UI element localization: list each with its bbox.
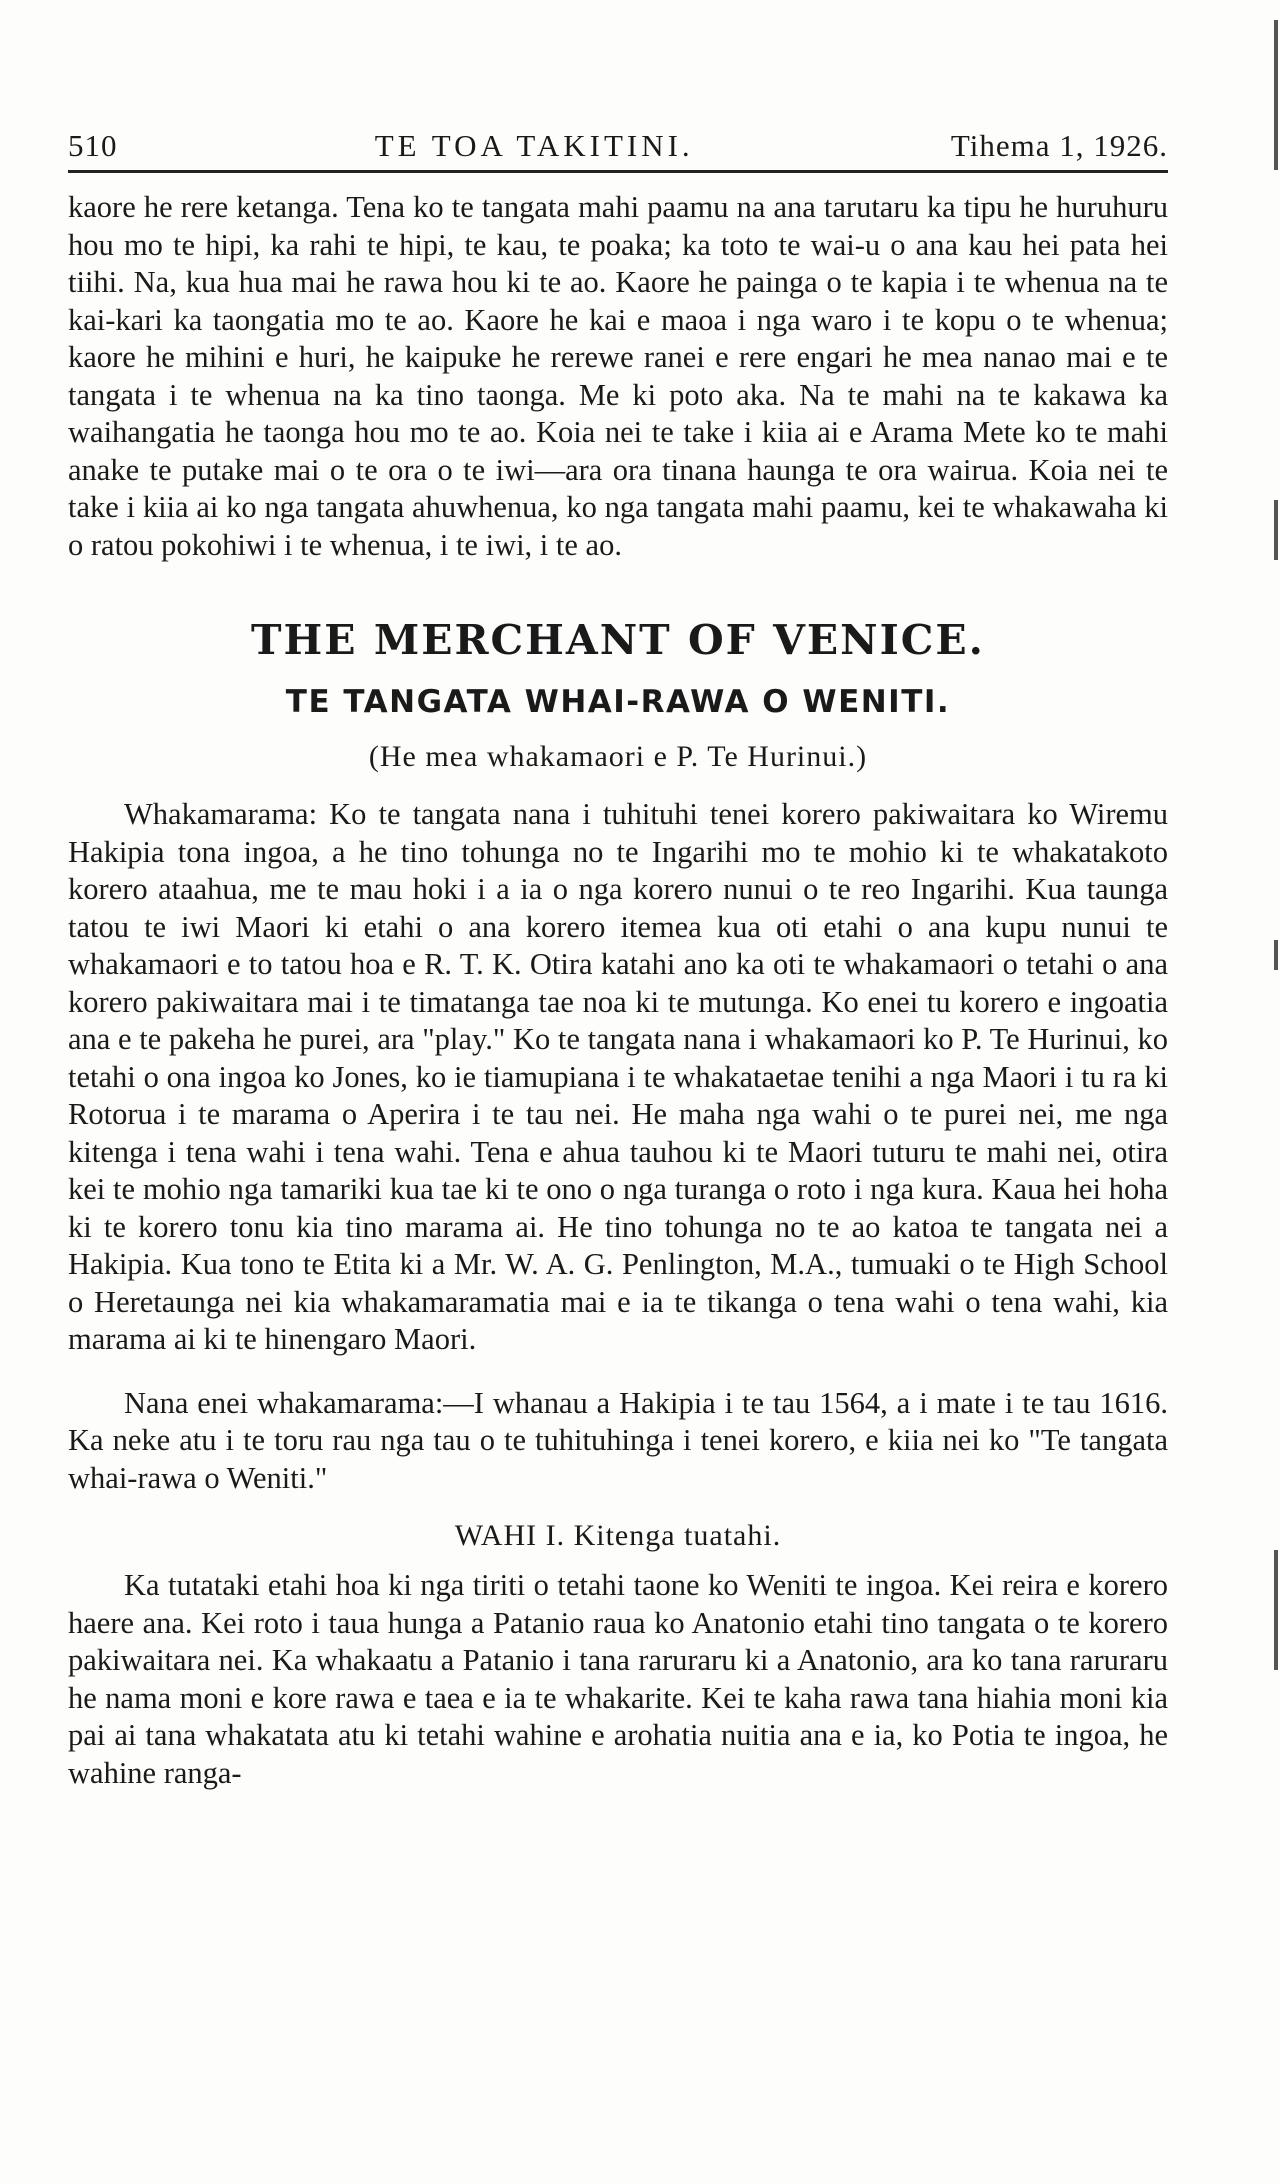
dates-paragraph: Nana enei whakamarama:—I whanau a Hakipia i te tau 1564, a i mate i te tau 1616. Ka neke atu i te toru rau nga tau o te tuhituhinga i tenei korero, e kiia nei ko "Te tangata whai-rawa o Weniti." [68, 1385, 1168, 1495]
scene-heading: WAHI I. Kitenga tuatahi. [454, 1519, 782, 1552]
translator-credit: (He mea whakamaori e P. Te Hurinui.) [368, 740, 868, 773]
journal-title: TE TOA TAKITINI. [374, 128, 694, 163]
explanation-paragraph: Whakamarama: Ko te tangata nana i tuhituhi tenei korero pakiwaitara ko Wiremu Hakipia tona ingoa, a he tino tohunga no te Ingarihi mo te mohio ki te whakatakoto korero ataahua, me te mau hoki i a ia o nga korero nunui o te reo Ingarihi. Kua taunga tatou te iwi Maori ki etahi o ana korero itemea kua oti etahi o ana kupu nunui te whakamaori e to tatou hoa e R. T. K. Otira katahi ano ka oti te whakamaori o tetahi o ana korero pakiwaitara mai i te timatanga tae noa ki te mutunga. Ko enei tu korero e ingoatia ana e te pakeha he purei, ara "play." Ko te tangata nana i whakamaori ko P. Te Hurinui, ko tetahi o ona ingoa ko Jones, ko ie tiamupiana i te whakataetae tenihi a nga Maori i tu ra ki Rotorua i te marama o Aperira i te tau nei. He maha nga wahi o te purei nei, me nga kitenga i tena wahi i tena wahi. Tena e ahua tauhou ki te Maori tuturu te mahi nei, otira kei te mohio nga tamariki kua tae ki te ono o nga turanga o roto i nga kura. Kaua hei hoha ki te korero tonu kia tino marama ai. He tino tohunga no te ao katoa te tangata nei a Hakipia. Kua tono te Etita ki a Mr. W. A. G. Penlington, M.A., tumuaki o te High School o Heretaunga nei kia whakamaramatia mai e ia te tikanga o tena wahi o tena wahi, kia marama ai ki te hinengaro Maori. [68, 797, 1168, 1356]
page-edge-marks [1272, 0, 1280, 2184]
page [68, 128, 1168, 1792]
intro-paragraph: kaore he rere ketanga. Tena ko te tangata mahi paamu na ana tarutaru ka tipu he huruhuru hou mo te hipi, ka rahi te hipi, te kau, te poaka; ka toto te wai-u o ana kau hei pata hei tiihi. Na, kua hua mai he rawa hou ki te ao. Kaore he painga o te kapia i te whenua na te kai-kari ka taongatia mo te ao. Kaore he kai e maoa i nga waro i te kopu o te whenua; kaore he mihini e huri, he kaipuke he rerewe ranei e rere engari he mea nanao mai e te tangata i te whenua na ka tino taonga. Me ki poto aka. Na te mahi na te kakawa ka waihangatia he taonga hou mo te ao. Koia nei te take i kiia ai e Arama Mete ko te mahi anake te putake mai o te ora o te iwi—ara ora tinana haunga te ora wairua. Koia nei te take i kiia ai ko nga tangata ahuwhenua, ko nga tangata mahi paamu, kei te whakawaha ki o ratou pokohiwi i te whenua, i te iwi, i te ao. [68, 190, 1168, 562]
article-subtitle: TE TANGATA WHAI-RAWA O WENITI. [285, 684, 951, 720]
article-title: THE MERCHANT OF VENICE. [251, 616, 985, 664]
scene-paragraph: Ka tutataki etahi hoa ki nga tiriti o tetahi taone ko Weniti te ingoa. Kei reira e korero haere ana. Kei roto i taua hunga a Patanio raua ko Anatonio etahi tino tangata o te korero pakiwaitara nei. Ka whakaatu a Patanio i tana raruraru ki a Anatonio, ara ko tana raruraru he nama moni e kore rawa e taea e ia te whakarite. Kei te kaha rawa tana hiahia moni kia pai ai tana whakatata atu ki tetahi wahine e arohatia nuitia ana e ia, ko Potia te ingoa, he wahine ranga- [68, 1568, 1168, 1790]
page-number: 510 [68, 128, 118, 163]
running-head [68, 128, 1168, 173]
issue-date: Tihema 1, 1926. [950, 128, 1168, 163]
